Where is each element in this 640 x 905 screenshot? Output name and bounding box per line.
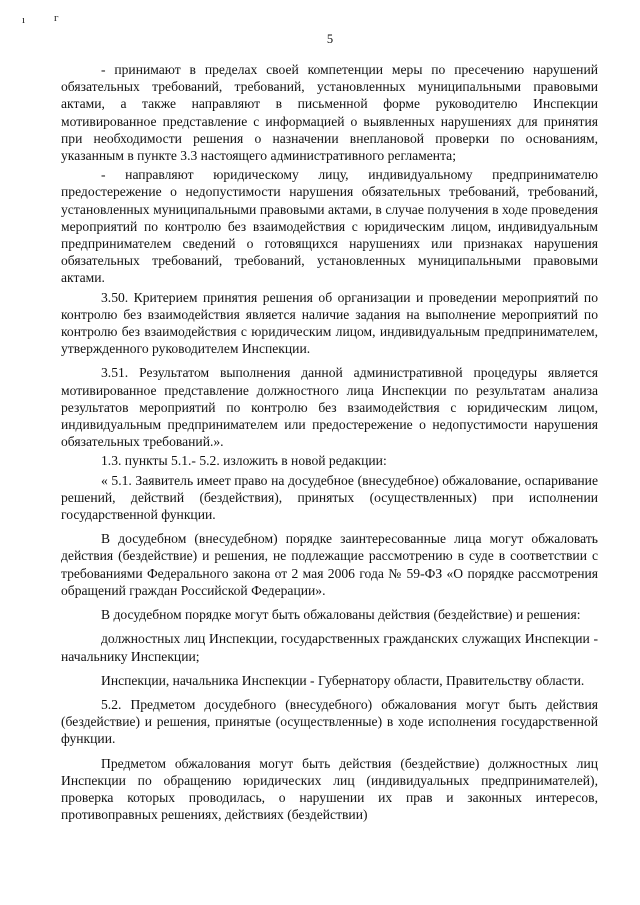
paragraph-measures: - принимают в пределах своей компетенции меры по пресечению нарушений обязательных требований, требований, установленных муниципальными правовыми актами, а также направляют в письменной форме руководителю Инспекции мотивированное представление с информацией о выявленных нарушениях для принятия при необходимости решения о назначении внеплановой проверки по основаниям, указанным в пункте 3.3 настоящего административного регламента; xyxy=(61,62,598,164)
scan-mark-left: ı xyxy=(22,14,26,26)
scan-mark-right: г xyxy=(54,12,59,24)
page-number: 5 xyxy=(326,32,334,46)
paragraph-1-3: 1.3. пункты 5.1.- 5.2. изложить в новой редакции: xyxy=(101,453,387,469)
paragraph-3-50: 3.50. Критерием принятия решения об организации и проведении мероприятий по контролю без взаимодействия является наличие задания на выполнение мероприятий по контролю без взаимодействия с юридическим лицом, индивидуальным предпринимателем, утвержденного руководителем Инспекции. xyxy=(61,289,598,357)
paragraph-pretrial: В досудебном (внесудебном) порядке заинтересованные лица могут обжаловать действия (бездействие) и решения, не подлежащие рассмотрению в суде в соответствии с требованиями Федерального закона от 2 мая 2006 года № 59-ФЗ «О порядке рассмотрения обращений граждан Российской Федерации». xyxy=(61,531,598,598)
document-body xyxy=(61,61,598,823)
paragraph-5-2: 5.2. Предметом досудебного (внесудебного) обжалования могут быть действия (бездействие) и решения, принятые (осуществленные) в ходе исполнения государственной функции. xyxy=(61,696,598,747)
paragraph-inspection: Инспекции, начальника Инспекции - Губернатору области, Правительству области. xyxy=(101,672,585,688)
paragraph-5-1: « 5.1. Заявитель имеет право на досудебное (внесудебное) обжалование, оспаривание решений, действий (бездействия), принятых (осуществленных) при исполнении государственной функции. xyxy=(61,472,598,523)
paragraph-officials: должностных лиц Инспекции, государственных гражданских служащих Инспекции - начальнику Инспекции; xyxy=(61,631,598,664)
paragraph-appealable: В досудебном порядке могут быть обжалованы действия (бездействие) и решения: xyxy=(101,607,581,623)
paragraph-3-51: 3.51. Результатом выполнения данной административной процедуры является мотивированное представление должностного лица Инспекции по результатам анализа результатов мероприятий по контролю без взаимодействия с юридическим лицом, индивидуальным предпринимателем или предостережение о недопустимости нарушения обязательных требований.». xyxy=(61,365,598,450)
paragraph-subject: Предметом обжалования могут быть действия (бездействие) должностных лиц Инспекции по обращению юридических лиц (индивидуальных предпринимателей), проверка которых проводилась, о нарушении их прав и законных интересов, противоправных решениях, действиях (бездействии) xyxy=(61,755,598,823)
paragraph-warning: - направляют юридическому лицу, индивидуальному предпринимателю предостережение о недопустимости нарушения обязательных требований, требований, установленных муниципальными правовыми актами, в случае получения в ходе проведения мероприятий по контролю без взаимодействия с юридическим лицом, индивидуальным предпринимателем сведений о готовящихся нарушениях или признаках нарушения обязательных требований, требований, установленных муниципальными правовыми актами. xyxy=(61,167,598,286)
